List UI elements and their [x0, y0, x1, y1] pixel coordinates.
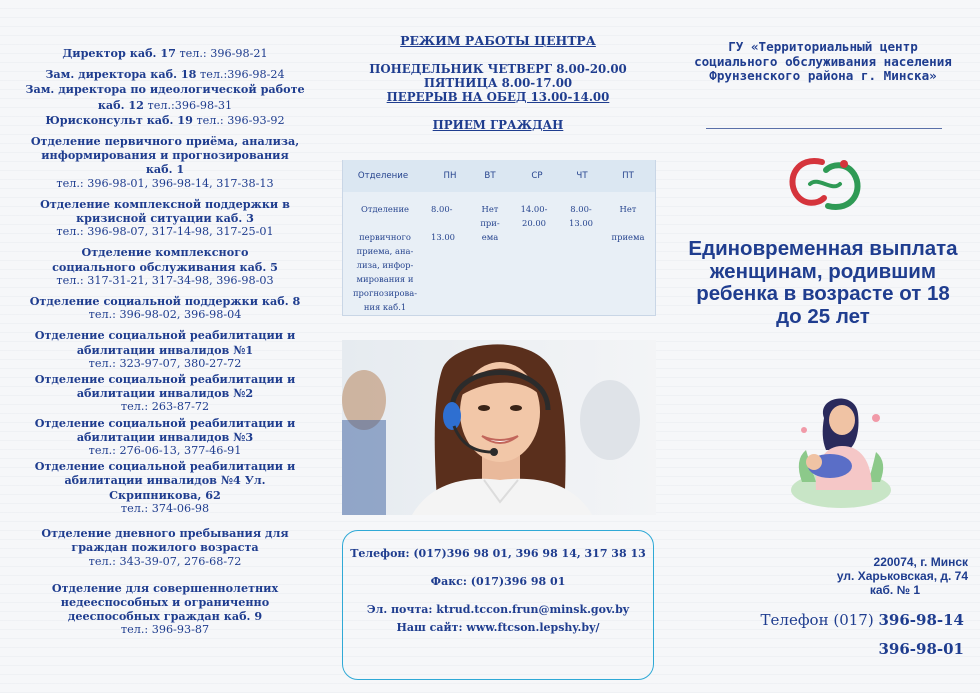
- reception-table: [342, 160, 656, 316]
- contact-title: Отделение дневного пребывания для граждан пожилого возраста: [41, 526, 289, 555]
- contact-title: Юрисконсульт каб. 19: [45, 112, 193, 127]
- phone-main: [666, 611, 964, 629]
- header-mon: ПН: [443, 171, 457, 181]
- contact-phone: тел.: 276-06-13, 377-46-91: [88, 444, 242, 458]
- middle-panel: [330, 0, 666, 693]
- address-line-3: каб. № 1: [869, 582, 920, 597]
- contact-phone: тел.: 374-06-98: [120, 501, 210, 515]
- header-wed: СР: [531, 171, 543, 181]
- phone-label: Телефон (017): [760, 611, 874, 629]
- address-line-2: ул. Харьковская, д. 74: [836, 568, 968, 583]
- contact-title: Отделение социальной реабилитации и абилитации инвалидов №1: [34, 328, 296, 357]
- reception-title: ПРИЕМ ГРАЖДАН: [432, 118, 564, 132]
- contact-title: Зам. директора каб. 18: [45, 67, 197, 82]
- contact-box: [342, 530, 654, 680]
- mother-baby-illustration: [786, 390, 896, 510]
- left-panel: [0, 0, 330, 693]
- contact-title: Отделение первичного приёма, анализа, информирования и прогнозирования каб. 1: [30, 134, 300, 177]
- contact-title: Отделение комплексной поддержки в кризисной ситуации каб. 3: [40, 196, 290, 226]
- header-thu: ЧТ: [576, 171, 588, 181]
- contact-phone: тел.: 396-98-21: [179, 47, 268, 60]
- contact-phone: тел.: 396-98-07, 317-14-98, 317-25-01: [56, 225, 274, 239]
- contact-phone: тел.: 396-93-87: [120, 623, 210, 637]
- contact-phone: тел.: 263-87-72: [120, 400, 210, 414]
- cell-department: Отделение первичного приема, ана- лиза, инфор- мирования и прогнозирова- ния каб.1: [352, 204, 418, 312]
- address-line-1: 220074, г. Минск: [873, 555, 968, 569]
- contact-title: Отделение социальной реабилитации и абилитации инвалидов №2: [34, 372, 296, 401]
- header-fri: ПТ: [622, 171, 634, 181]
- cell-tue: Нет при- ема: [480, 204, 500, 242]
- organization-name: ГУ «Территориальный центр социального обслуживания населения Фрунзенского района г. Минска»: [694, 39, 952, 83]
- contact-director: [0, 46, 330, 61]
- contact-dept-rehab-1: [0, 328, 330, 371]
- contact-phone: тел.:396-98-31: [147, 98, 233, 112]
- contact-dept-support: [0, 294, 330, 322]
- center-logo-icon: [780, 154, 870, 214]
- contact-dept-primary: [0, 134, 330, 191]
- contact-title: Зам. директора по идеологической работе каб. 12: [25, 82, 305, 112]
- cell-thu: 8.00- 13.00: [569, 204, 593, 228]
- contact-title: Директор каб. 17: [62, 46, 176, 60]
- cell-mon: 8.00- 13.00: [431, 204, 455, 242]
- contact-deputy-ideology: [0, 82, 330, 112]
- contacts-list: [0, 0, 330, 638]
- working-hours-title: РЕЖИМ РАБОТЫ ЦЕНТРА: [400, 33, 596, 48]
- contact-lawyer: [0, 113, 330, 128]
- operator-photo-illustration: [342, 340, 656, 515]
- contact-title: Отделение социальной реабилитации и абилитации инвалидов №4 Ул. Скрипникова, 62: [34, 459, 296, 502]
- contact-site-link[interactable]: Наш сайт: www.ftcson.lepshy.by/: [396, 621, 600, 634]
- contact-fax-line: Факс: (017)396 98 01: [430, 575, 566, 588]
- right-panel: [666, 0, 980, 693]
- contact-phone: тел.: 343-39-07, 276-68-72: [88, 554, 242, 568]
- contact-title: Отделение для совершеннолетних недееспособных и ограниченно дееспособных граждан каб. 9: [51, 580, 279, 624]
- contact-phone: тел.:396-98-24: [200, 68, 285, 82]
- cell-fri: Нет приема: [611, 204, 645, 242]
- phone-number-second: 396-98-01: [878, 640, 964, 658]
- contact-dept-rehab-2: [0, 372, 330, 415]
- contact-title: Отделение комплексного социального обслуживания каб. 5: [52, 245, 278, 274]
- organization-divider: [706, 128, 942, 129]
- contact-phone: тел.: 317-31-21, 317-34-98, 396-98-03: [56, 273, 274, 287]
- contact-dept-rehab-4: [0, 459, 330, 516]
- header-tue: ВТ: [484, 171, 496, 181]
- contact-dept-rehab-3: [0, 416, 330, 459]
- operator-photo: [342, 340, 656, 515]
- reception-table-header: [343, 160, 655, 192]
- contact-title: Отделение социальной поддержки каб. 8: [29, 294, 301, 309]
- cell-wed: 14.00- 20.00: [520, 204, 548, 228]
- address: [666, 556, 968, 597]
- working-hours-line-2: ПЯТНИЦА 8.00-17.00: [423, 76, 573, 90]
- contact-phone: тел.: 323-97-07, 380-27-72: [88, 356, 242, 370]
- working-hours: [330, 0, 666, 104]
- contact-dept-daycare: [0, 522, 330, 569]
- contact-phone: тел.: 396-93-92: [196, 113, 285, 127]
- reception-table-row: [343, 192, 655, 315]
- contact-email-link[interactable]: Эл. почта: ktrud.tccon.frun@minsk.gov.by: [366, 603, 630, 616]
- contact-deputy: [0, 67, 330, 82]
- contact-phone: тел.: 396-98-01, 396-98-14, 317-38-13: [56, 176, 274, 190]
- contact-dept-complex: [0, 245, 330, 288]
- phone-number-main: 396-98-14: [878, 611, 964, 629]
- contact-dept-crisis: [0, 197, 330, 240]
- working-hours-line-1: ПОНЕДЕЛЬНИК ЧЕТВЕРГ 8.00-20.00: [369, 62, 627, 76]
- working-hours-lunch: ПЕРЕРЫВ НА ОБЕД 13.00-14.00: [386, 90, 610, 104]
- contact-phone-line: Телефон: (017)396 98 01, 396 98 14, 317 38 13: [350, 547, 646, 560]
- contact-phone: тел.: 396-98-02, 396-98-04: [88, 308, 242, 322]
- contact-dept-incapable: [0, 575, 330, 638]
- header-department: Отделение: [357, 171, 409, 181]
- contact-title: Отделение социальной реабилитации и абилитации инвалидов №3: [34, 415, 296, 444]
- leaflet-headline: Единовременная выплата женщинам, родившим ребенка в возрасте от 18 до 25 лет: [688, 237, 958, 328]
